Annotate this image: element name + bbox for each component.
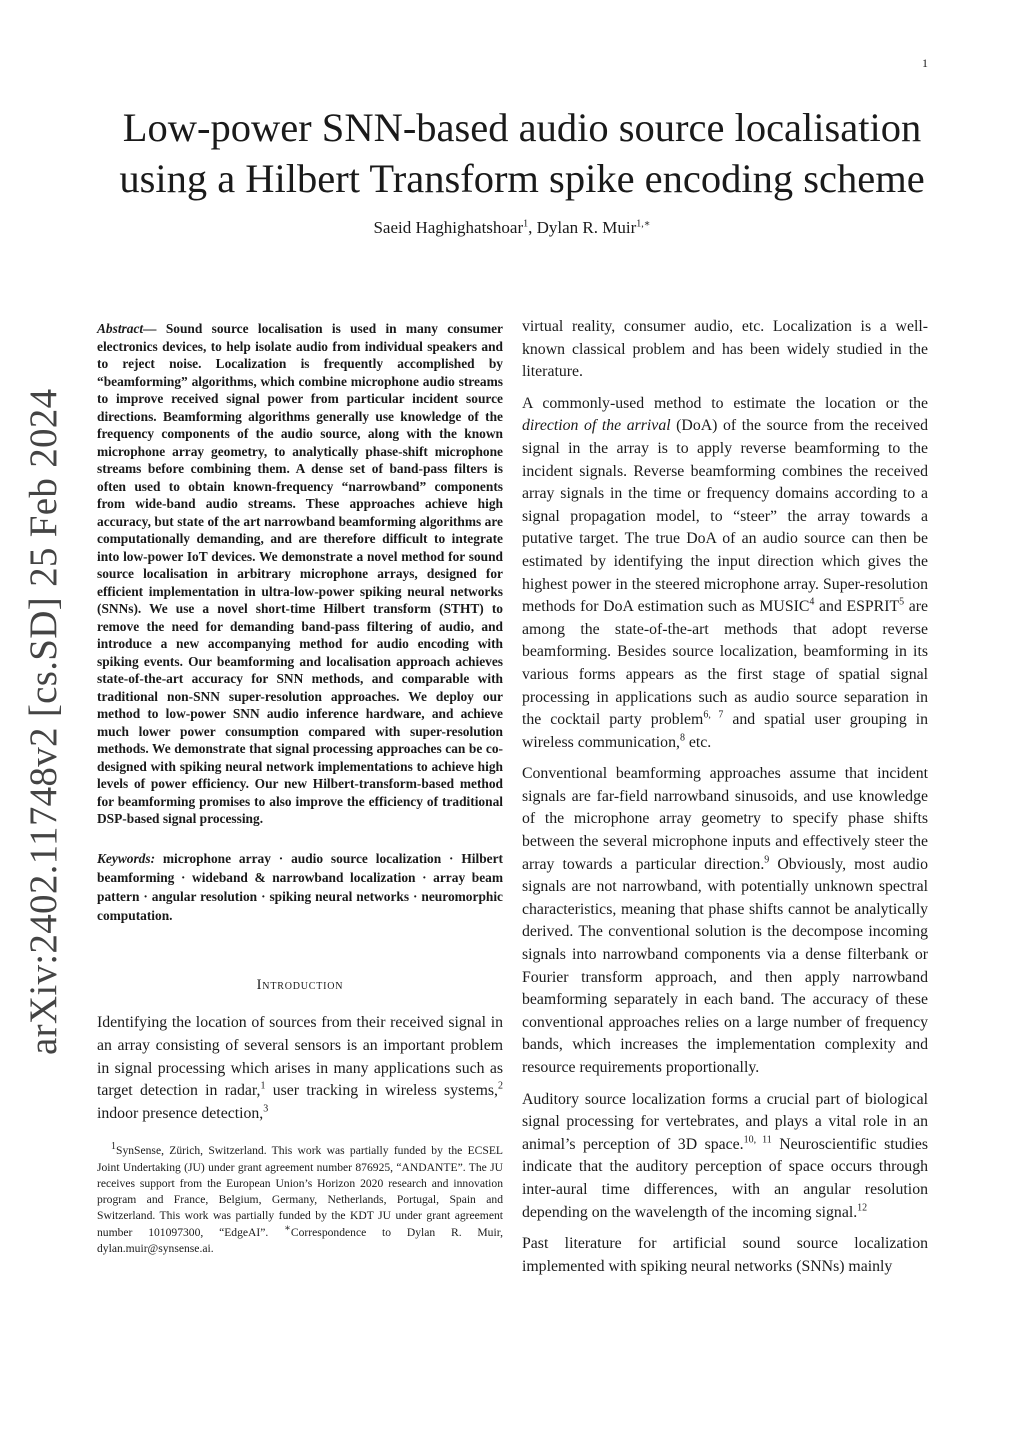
title-line-2: using a Hilbert Transform spike encoding scheme bbox=[119, 156, 925, 201]
paragraph-text: Conventional beamforming approaches assume that incident signals are far-field narrowband sinusoids, and use knowledge of the microphone array geometry to specify phase shifts between the several microphone inputs and effectively steer the array towards a particular direction. bbox=[522, 765, 928, 873]
emphasized-term: direction of the arrival bbox=[522, 417, 671, 435]
footnote-marker: 1 bbox=[111, 1141, 116, 1153]
paragraph-text: A commonly-used method to estimate the location or the bbox=[522, 394, 928, 412]
citation-ref: 10, 11 bbox=[743, 1134, 772, 1146]
keywords-label: Keywords: bbox=[97, 850, 156, 866]
paragraph-text: (DoA) of the source from the received signal in the array is to apply reverse beamforming to the incident signals. Reverse beamforming combines the received array signals in the time or frequency domains according to a signal propagation model, to “steer” the array towards a putative target. The true DoA of an audio source can then be estimated by identifying the input direction which gives the highest power in the steered microphone array. Super-resolution methods for DoA estimation such as MUSIC bbox=[522, 417, 928, 616]
section-heading-introduction: Introduction bbox=[256, 977, 344, 994]
paragraph-text: are among the state-of-the-art methods that adopt reverse beamforming. Besides source localization, beamforming in its various forms appears as the first stage of spatial signal processing in applications such as audio source separation in the cocktail party problem bbox=[522, 598, 929, 729]
paragraph-text: and ESPRIT bbox=[814, 598, 900, 616]
paragraph-text: and spatial user grouping in wireless communication, bbox=[522, 711, 929, 751]
paragraph-text: Identifying the location of sources from their received signal in an array consisting of several sensors is an important problem in signal processing which arises in many applications such as target detection in radar, bbox=[97, 1014, 503, 1100]
citation-ref: 1 bbox=[260, 1080, 266, 1092]
keywords bbox=[97, 849, 503, 926]
body-paragraph: Past literature for artificial sound source localization implemented with spiking neural networks (SNNs) mainly bbox=[522, 1235, 928, 1275]
paragraph-text: Neuroscientific studies indicate that the auditory perception of space occurs through inter-aural time differences, with an angular resolution depending on the wavelength of the incoming signal. bbox=[522, 1135, 928, 1221]
paragraph-text: indoor presence detection, bbox=[97, 1104, 264, 1122]
citation-ref: 9 bbox=[764, 854, 770, 866]
keywords-text: microphone array · audio source localization · Hilbert beamforming · wideband & narrowband localization · array beam pattern · angular resolution · spiking neural networks · neuromorphic computation. bbox=[97, 850, 503, 924]
author-list bbox=[0, 218, 1024, 238]
title-line-1: Low-power SNN-based audio source localisation bbox=[122, 105, 922, 150]
footnote-marker: ∗ bbox=[284, 1222, 291, 1234]
body-paragraph bbox=[522, 393, 928, 755]
body-paragraph: virtual reality, consumer audio, etc. Localization is a well-known classical problem and has been widely studied in the literature. bbox=[522, 318, 928, 381]
abstract-text: Sound source localisation is used in many consumer electronics devices, to help isolate audio from individual speakers and to reject noise. Localization is frequently accomplished by “beamforming” algorithms, which combine microphone audio streams to improve received signal power from particular incident source directions. Beamforming algorithms generally use knowledge of the frequency components of the audio source, along with the known microphone array geometry, to analytically phase-shift microphone streams before combining them. A dense set of band-pass filters is often used to obtain known-frequency “narrowband” components from wide-band audio streams. These approaches achieve high accuracy, but state of the art narrowband beamforming algorithms are computationally demanding, and are therefore difficult to integrate into low-power IoT devices. We demonstrate a novel method for sound source localisation in arbitrary microphone arrays, designed for efficient implementation in ultra-low-power spiking neural networks (SNNs). We use a novel short-time Hilbert transform (STHT) to remove the need for demanding band-pass filtering of audio, and introduce a new accompanying method for audio encoding with spiking events. Our beamforming and localisation approach achieves state-of-the-art accuracy for SNN methods, and comparable with traditional non-SNN super-resolution approaches. We deploy our method to low-power SNN audio inference hardware, and achieve much lower power consumption compared with super-resolution methods. We demonstrate that signal processing approaches can be co-designed with spiking neural network implementations to achieve high levels of power efficiency. Our new Hilbert-transform-based method for beamforming promises to also improve the efficiency of traditional DSP-based signal processing. bbox=[97, 321, 503, 826]
paragraph-text: user tracking in wireless systems, bbox=[265, 1082, 498, 1100]
paragraph-text: Obviously, most audio signals are not narrowband, with potentially unknown spectral characteristics, meaning that phase shifts cannot be analytically derived. The conventional solution is the decompose incoming signals into narrowband components via a dense filterbank or Fourier transform approach, and then apply narrowband beamforming separately in each band. The accuracy of these conventional approaches relies on a large number of frequency bands, which increases the implementation complexity and resource requirements proportionally. bbox=[522, 855, 928, 1076]
intro-paragraph bbox=[97, 1012, 503, 1125]
affiliation-marker: 1,∗ bbox=[636, 218, 651, 230]
paper-title bbox=[60, 102, 984, 204]
affiliation-marker: 1 bbox=[523, 218, 529, 230]
citation-ref: 3 bbox=[263, 1103, 269, 1115]
citation-ref: 4 bbox=[809, 596, 815, 608]
body-paragraph bbox=[522, 1089, 928, 1225]
left-column bbox=[97, 320, 503, 1257]
paragraph-text: etc. bbox=[684, 733, 712, 751]
footnote bbox=[97, 1143, 503, 1257]
body-paragraph bbox=[522, 763, 928, 1079]
citation-ref: 12 bbox=[857, 1202, 868, 1214]
paragraph-text: Auditory source localization forms a crucial part of biological signal processing for vertebrates, and plays a vital role in an animal’s perception of 3D space. bbox=[522, 1090, 928, 1153]
footnote-text: SynSense, Zürich, Switzerland. This work was partially funded by the ECSEL Joint Undertaking (JU) under grant agreement number 876925, “ANDANTE”. The JU receives support from the European Union’s Horizon 2020 research and innovation program and France, Belgium, Germany, Netherlands, Portugal, Spain and Switzerland. This work was partially funded by the KDT JU under grant agreement number 101097300, “EdgeAI”. bbox=[97, 1144, 503, 1239]
abstract bbox=[97, 320, 503, 828]
citation-ref: 5 bbox=[899, 596, 905, 608]
citation-ref: 2 bbox=[498, 1080, 503, 1092]
author-name: Dylan R. Muir bbox=[536, 218, 637, 237]
footnote-text: Correspondence to Dylan R. Muir, dylan.muir@synsense.ai. bbox=[97, 1225, 503, 1256]
arxiv-identifier-stamp: arXiv:2402.11748v2 [cs.SD] 25 Feb 2024 bbox=[22, 388, 65, 1055]
page-number: 1 bbox=[922, 56, 928, 70]
author-name: Saeid Haghighatshoar bbox=[373, 218, 524, 237]
author-separator: , bbox=[528, 218, 537, 237]
citation-ref: 8 bbox=[679, 732, 685, 744]
citation-ref: 6, 7 bbox=[703, 709, 724, 721]
right-column bbox=[522, 316, 928, 1287]
abstract-label: Abstract— bbox=[97, 321, 157, 336]
